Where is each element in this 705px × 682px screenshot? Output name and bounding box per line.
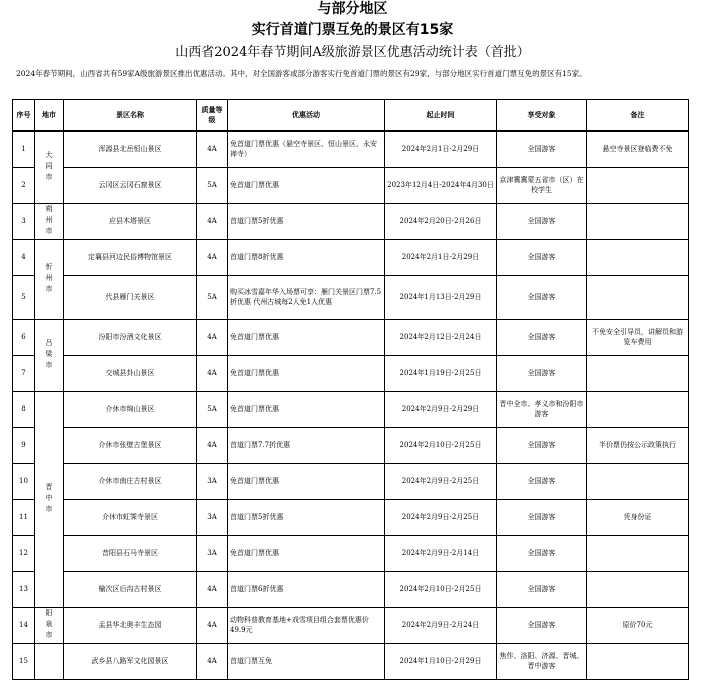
col-header-target: 享受对象 <box>497 100 587 132</box>
row-number: 14 <box>13 607 35 643</box>
city-cell: 忻州市 <box>35 239 64 319</box>
period-text: 2024年2月1日-2月29日 <box>385 239 497 275</box>
target-audience: 全国游客 <box>497 535 587 571</box>
offer-text: 首道门票8折优惠 <box>228 239 385 275</box>
row-number: 1 <box>13 131 35 167</box>
quality-grade: 5A <box>197 275 228 319</box>
row-number: 4 <box>13 239 35 275</box>
row-number: 15 <box>13 643 35 679</box>
remark-text <box>587 167 689 203</box>
table-row <box>13 275 689 319</box>
offer-text: 免首道门票优惠 <box>228 167 385 203</box>
scenic-spot-name: 浑源县北岳恒山景区 <box>64 131 197 167</box>
period-text: 2023年12月4日-2024年4月30日 <box>385 167 497 203</box>
table-row <box>13 427 689 463</box>
row-number: 10 <box>13 463 35 499</box>
table-row <box>13 643 689 679</box>
table-row <box>13 167 689 203</box>
heading-line-2: 实行首道门票互免的景区有15家 <box>251 22 454 38</box>
offer-text: 免首道门票优惠 <box>228 319 385 355</box>
quality-grade: 4A <box>197 239 228 275</box>
target-audience: 全国游客 <box>497 131 587 167</box>
city-cell: 朔州市 <box>35 203 64 239</box>
city-cell: 晋中市 <box>35 391 64 607</box>
scenic-spot-name: 盂县华北奥丰生态园 <box>64 607 197 643</box>
quality-grade: 5A <box>197 391 228 427</box>
row-number: 12 <box>13 535 35 571</box>
quality-grade: 3A <box>197 499 228 535</box>
offer-text: 购买冰雪嘉年华入场票可享：雁门关景区门票7.5折优惠 代州古城每2人免1人优惠 <box>228 275 385 319</box>
quality-grade: 4A <box>197 319 228 355</box>
table-row <box>13 355 689 391</box>
row-number: 8 <box>13 391 35 427</box>
table-row <box>13 391 689 427</box>
row-number: 5 <box>13 275 35 319</box>
col-header-no: 序号 <box>13 100 35 132</box>
row-number: 2 <box>13 167 35 203</box>
period-text: 2024年2月20日-2月26日 <box>385 203 497 239</box>
quality-grade: 4A <box>197 427 228 463</box>
period-text: 2024年2月10日-2月25日 <box>385 427 497 463</box>
table-row <box>13 571 689 607</box>
row-number: 6 <box>13 319 35 355</box>
scenic-spot-name: 榆次区后沟古村景区 <box>64 571 197 607</box>
period-text: 2024年2月10日-2月25日 <box>385 571 497 607</box>
scenic-spot-name: 定襄县河边民俗博物馆景区 <box>64 239 197 275</box>
remark-text <box>587 463 689 499</box>
row-number: 9 <box>13 427 35 463</box>
period-text: 2024年2月1日-2月29日 <box>385 131 497 167</box>
col-header-offer: 优惠活动 <box>228 100 385 132</box>
remark-text <box>587 275 689 319</box>
target-audience: 全国游客 <box>497 571 587 607</box>
target-audience: 全国游客 <box>497 275 587 319</box>
remark-text: 原价70元 <box>587 607 689 643</box>
target-audience: 全国游客 <box>497 239 587 275</box>
table-row <box>13 463 689 499</box>
offer-text: 首道门票5折优惠 <box>228 499 385 535</box>
scenic-spot-name: 介休市南庄古村景区 <box>64 463 197 499</box>
scenic-spot-name: 武乡县八路军文化园景区 <box>64 643 197 679</box>
remark-text <box>587 239 689 275</box>
table-title: 山西省2024年春节期间A级旅游景区优惠活动统计表（首批） <box>175 45 530 60</box>
offer-text: 首道门票互免 <box>228 643 385 679</box>
quality-grade: 4A <box>197 571 228 607</box>
scenic-spot-name: 云冈区云冈石窟景区 <box>64 167 197 203</box>
period-text: 2024年2月9日-2月29日 <box>385 391 497 427</box>
scenic-spot-name: 交城县卦山景区 <box>64 355 197 391</box>
quality-grade: 3A <box>197 535 228 571</box>
city-cell: 吕梁市 <box>35 319 64 391</box>
target-audience: 全国游客 <box>497 203 587 239</box>
scenic-spot-name: 昔阳县石马寺景区 <box>64 535 197 571</box>
period-text: 2024年2月12日-2月24日 <box>385 319 497 355</box>
remark-text <box>587 391 689 427</box>
table-row <box>13 131 689 167</box>
period-text: 2024年2月9日-2月24日 <box>385 607 497 643</box>
row-number: 7 <box>13 355 35 391</box>
offer-text: 免首道门票优惠 <box>228 391 385 427</box>
period-text: 2024年2月9日-2月14日 <box>385 535 497 571</box>
col-header-name: 景区名称 <box>64 100 197 132</box>
scenic-spot-table <box>12 99 689 680</box>
quality-grade: 4A <box>197 355 228 391</box>
remark-text <box>587 643 689 679</box>
target-audience: 全国游客 <box>497 319 587 355</box>
remark-text: 不免安全引导员，讲解员和游览车费用 <box>587 319 689 355</box>
period-text: 2024年2月9日-2月25日 <box>385 499 497 535</box>
offer-text: 免首道门票优惠 <box>228 535 385 571</box>
period-text: 2024年2月9日-2月25日 <box>385 463 497 499</box>
city-cell: 大同市 <box>35 131 64 203</box>
target-audience: 全国游客 <box>497 499 587 535</box>
target-audience: 全国游客 <box>497 463 587 499</box>
scenic-spot-name: 代县雁门关景区 <box>64 275 197 319</box>
quality-grade: 4A <box>197 607 228 643</box>
table-row <box>13 203 689 239</box>
col-header-city: 地市 <box>35 100 64 132</box>
row-number: 13 <box>13 571 35 607</box>
remark-text: 悬空寺景区登临费不免 <box>587 131 689 167</box>
target-audience: 全国游客 <box>497 427 587 463</box>
scenic-spot-name: 汾阳市汾酒文化景区 <box>64 319 197 355</box>
scenic-spot-name: 介休市张壁古堡景区 <box>64 427 197 463</box>
target-audience: 全国游客 <box>497 607 587 643</box>
target-audience: 晋中全市、孝义市和汾阳市游客 <box>497 391 587 427</box>
quality-grade: 3A <box>197 463 228 499</box>
quality-grade: 4A <box>197 643 228 679</box>
quality-grade: 4A <box>197 203 228 239</box>
offer-text: 首道门票5折优惠 <box>228 203 385 239</box>
city-cell <box>35 643 64 679</box>
remark-text: 凭身份证 <box>587 499 689 535</box>
row-number: 3 <box>13 203 35 239</box>
offer-text: 免首道门票优惠（悬空寺景区、恒山景区、永安禅寺） <box>228 131 385 167</box>
table-header-row <box>13 100 689 132</box>
target-audience: 全国游客 <box>497 355 587 391</box>
remark-text <box>587 203 689 239</box>
remark-text <box>587 571 689 607</box>
intro-paragraph: 2024年春节期间，山西省共有59家A级旅游景区推出优惠活动。其中，对全国游客或部分游客实行免首道门票的景区有29家，与部分地区实行首道门票互免的景区有15家。 <box>16 69 587 78</box>
col-header-note: 备注 <box>587 100 689 132</box>
period-text: 2024年1月13日-2月29日 <box>385 275 497 319</box>
table-row <box>13 499 689 535</box>
remark-text <box>587 355 689 391</box>
offer-text: 免首道门票优惠 <box>228 463 385 499</box>
col-header-grade: 质量等级 <box>197 100 228 132</box>
city-cell: 阳泉市 <box>35 607 64 643</box>
table-row <box>13 607 689 643</box>
target-audience: 京津冀冀蒙五省市（区）在校学生 <box>497 167 587 203</box>
period-text: 2024年1月10日-2月29日 <box>385 643 497 679</box>
col-header-period: 起止时间 <box>385 100 497 132</box>
table-row <box>13 535 689 571</box>
quality-grade: 5A <box>197 167 228 203</box>
table-row <box>13 319 689 355</box>
scenic-spot-name: 介休市虹霁寺景区 <box>64 499 197 535</box>
target-audience: 焦作、洛阳、济源、晋城、晋中游客 <box>497 643 587 679</box>
offer-text: 动物科普教育基地+戏雪项目组合套票优惠价49.9元 <box>228 607 385 643</box>
table-row <box>13 239 689 275</box>
offer-text: 首道门票6折优惠 <box>228 571 385 607</box>
period-text: 2024年1月19日-2月25日 <box>385 355 497 391</box>
heading-line-1: 与部分地区 <box>317 1 388 17</box>
scenic-spot-name: 介休市绵山景区 <box>64 391 197 427</box>
offer-text: 首道门票7.7折优惠 <box>228 427 385 463</box>
remark-text <box>587 535 689 571</box>
quality-grade: 4A <box>197 131 228 167</box>
offer-text: 免首道门票优惠 <box>228 355 385 391</box>
remark-text: 半价票仍按公示政策执行 <box>587 427 689 463</box>
scenic-spot-name: 应县木塔景区 <box>64 203 197 239</box>
row-number: 11 <box>13 499 35 535</box>
